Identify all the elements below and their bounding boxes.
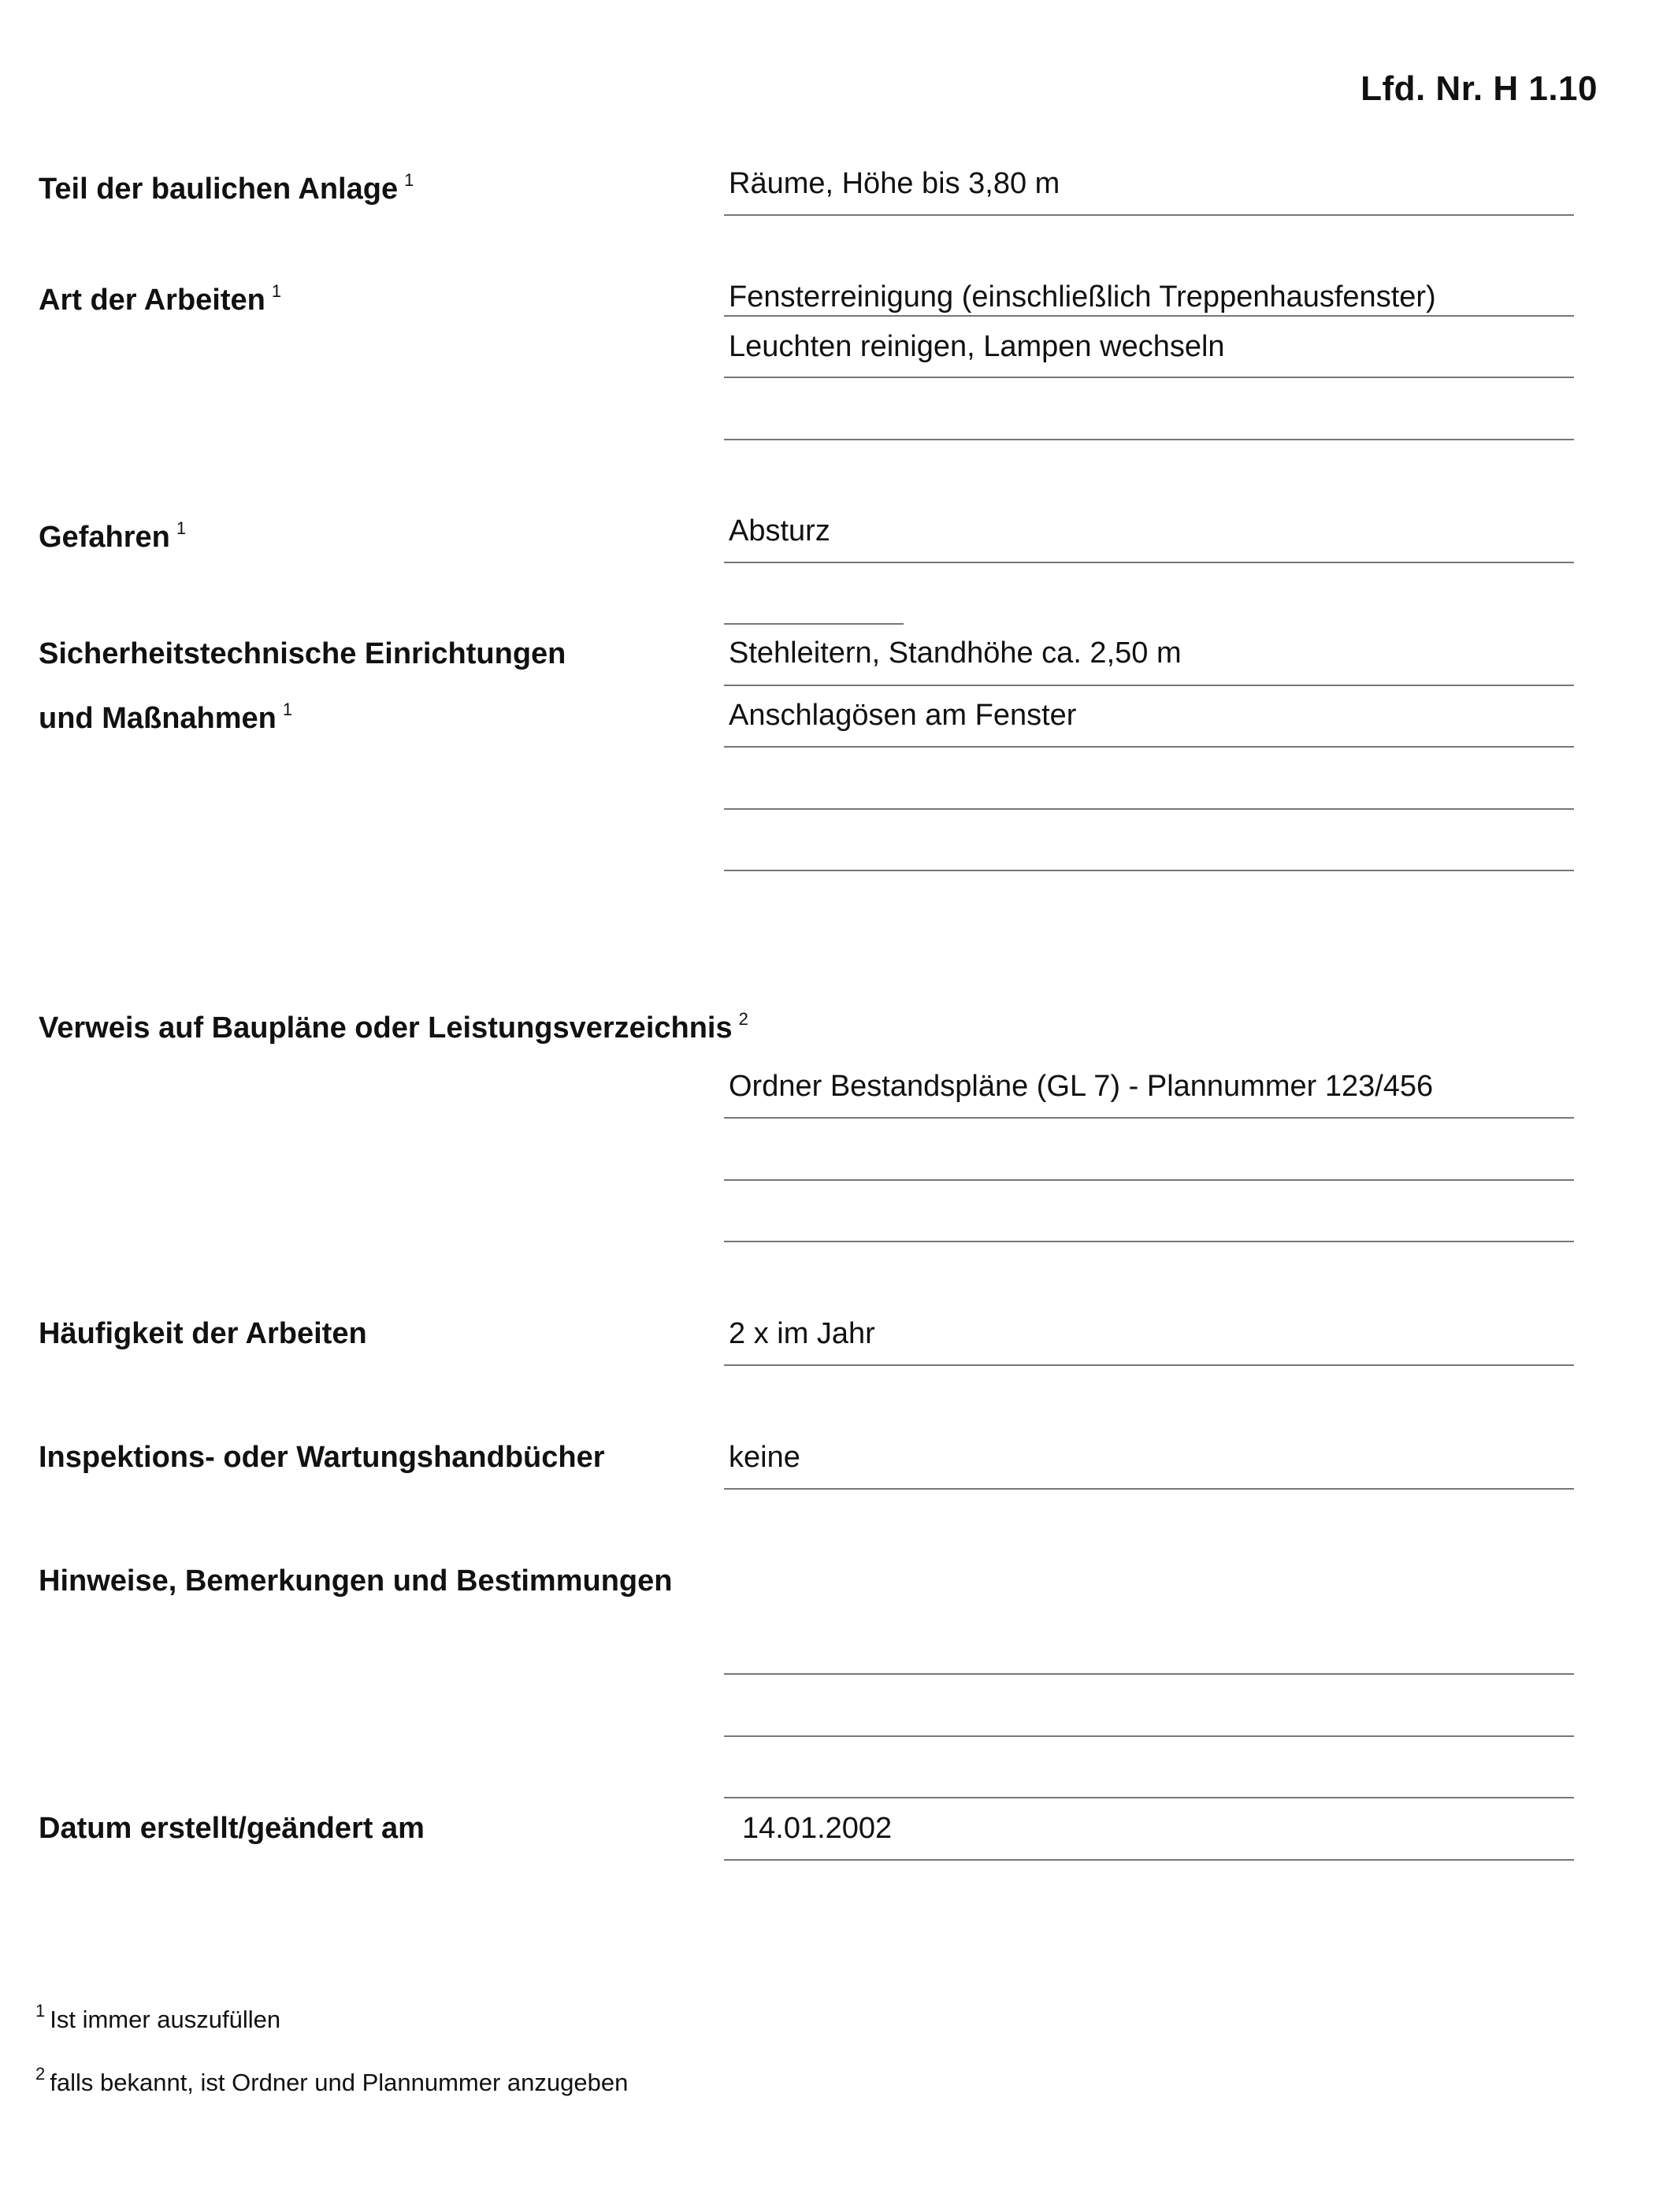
label-text: und Maßnahmen bbox=[39, 702, 277, 735]
field-value-verweis-1: Ordner Bestandspläne (GL 7) - Plannummer 123/456 bbox=[729, 1070, 1434, 1103]
field-value-sicherheit-2: Anschlagösen am Fenster bbox=[729, 699, 1077, 732]
entry-line bbox=[724, 1673, 1574, 1675]
label-text: Verweis auf Baupläne oder Leistungsverzeichnis bbox=[39, 1011, 733, 1045]
label-text: Art der Arbeiten bbox=[39, 284, 265, 317]
footnote-ref: 1 bbox=[404, 170, 414, 190]
entry-line bbox=[724, 1117, 1574, 1119]
entry-line bbox=[724, 315, 1574, 317]
entry-line bbox=[724, 377, 1574, 378]
label-text: Teil der baulichen Anlage bbox=[39, 173, 399, 206]
document-number: Lfd. Nr. H 1.10 bbox=[1360, 69, 1598, 108]
entry-line bbox=[724, 1241, 1574, 1242]
field-label-sicherheit-line1: Sicherheitstechnische Einrichtungen bbox=[39, 637, 566, 670]
entry-line bbox=[724, 214, 1574, 216]
field-label-bauteil bbox=[39, 170, 414, 206]
field-label-haeufigkeit: Häufigkeit der Arbeiten bbox=[39, 1317, 367, 1350]
short-entry-line bbox=[724, 623, 904, 625]
entry-line bbox=[724, 562, 1574, 563]
entry-line bbox=[724, 1797, 1574, 1798]
field-label-handbuecher: Inspektions- oder Wartungshandbücher bbox=[39, 1441, 605, 1474]
field-value-bauteil: Räume, Höhe bis 3,80 m bbox=[729, 167, 1060, 200]
entry-line bbox=[724, 685, 1574, 686]
field-label-verweis bbox=[39, 1009, 748, 1045]
footnote-1 bbox=[35, 2001, 280, 2034]
field-label-arbeiten bbox=[39, 281, 281, 317]
entry-line bbox=[724, 1364, 1574, 1366]
field-value-sicherheit-1: Stehleitern, Standhöhe ca. 2,50 m bbox=[729, 637, 1182, 670]
entry-line bbox=[724, 439, 1574, 440]
entry-line bbox=[724, 870, 1574, 871]
entry-line bbox=[724, 1179, 1574, 1181]
field-value-handbuecher: keine bbox=[729, 1441, 800, 1474]
entry-line bbox=[724, 1488, 1574, 1490]
field-label-hinweise: Hinweise, Bemerkungen und Bestimmungen bbox=[39, 1564, 673, 1598]
entry-line bbox=[724, 1735, 1574, 1737]
entry-line bbox=[724, 746, 1574, 748]
footnote-text: Ist immer auszufüllen bbox=[50, 2006, 281, 2033]
footnote-ref: 1 bbox=[271, 281, 282, 301]
label-text: Gefahren bbox=[39, 521, 170, 554]
footnote-text: falls bekannt, ist Ordner und Plannummer anzugeben bbox=[50, 2069, 629, 2096]
field-label-sicherheit-line2 bbox=[39, 700, 292, 736]
entry-line bbox=[724, 808, 1574, 810]
field-value-haeufigkeit: 2 x im Jahr bbox=[729, 1317, 875, 1350]
entry-line bbox=[724, 1859, 1574, 1861]
footnote-ref: 2 bbox=[738, 1009, 748, 1029]
footnote-ref: 1 bbox=[176, 518, 187, 538]
field-value-gefahren: Absturz bbox=[729, 514, 830, 547]
footnote-2 bbox=[35, 2064, 628, 2097]
field-value-arbeiten-2: Leuchten reinigen, Lampen wechseln bbox=[729, 330, 1225, 363]
footnote-mark: 1 bbox=[35, 2001, 46, 2021]
footnote-mark: 2 bbox=[35, 2064, 46, 2084]
field-label-datum: Datum erstellt/geändert am bbox=[39, 1812, 425, 1845]
footnote-ref: 1 bbox=[282, 700, 293, 719]
field-label-gefahren bbox=[39, 518, 186, 555]
field-value-arbeiten-1: Fensterreinigung (einschließlich Treppenhausfenster) bbox=[729, 280, 1436, 314]
field-value-datum: 14.01.2002 bbox=[742, 1812, 893, 1845]
